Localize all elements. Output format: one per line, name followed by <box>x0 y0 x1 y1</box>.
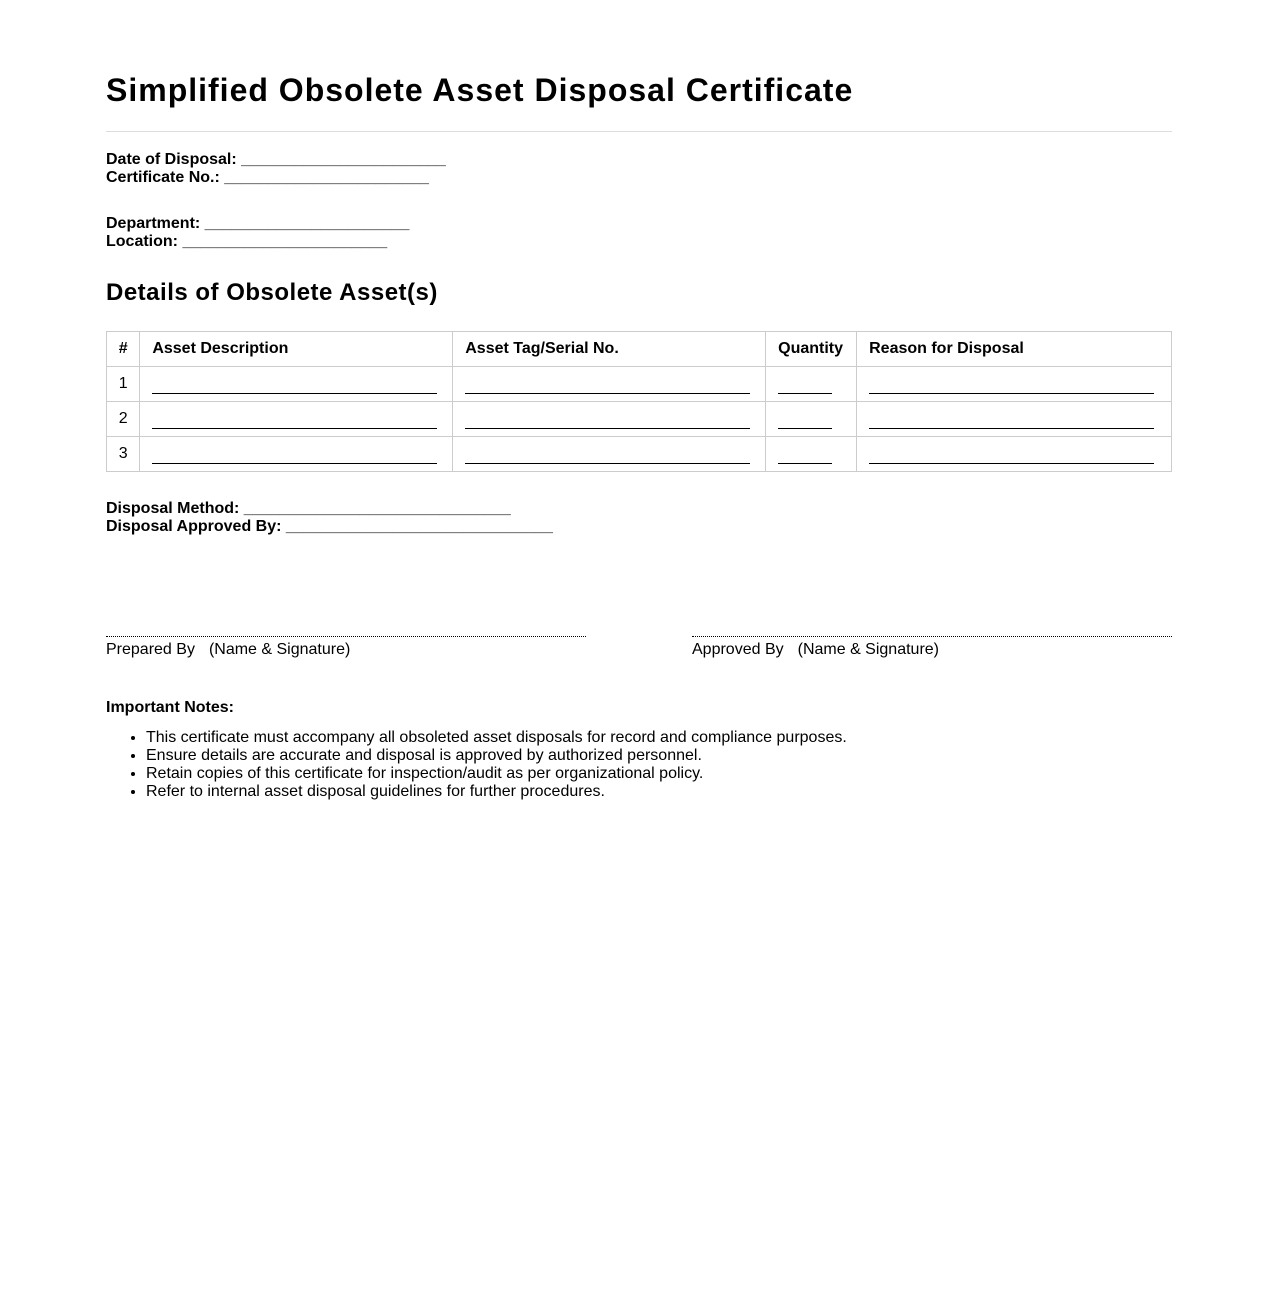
quantity-blank[interactable] <box>778 463 832 464</box>
asset-description-blank[interactable] <box>152 463 437 464</box>
approved-by-label: Approved By <box>692 641 784 658</box>
asset-description-cell[interactable] <box>140 402 453 437</box>
approved-by-signature-block <box>692 636 1172 659</box>
location-field[interactable]: Location: _______________________ <box>106 233 388 250</box>
row-number: 2 <box>107 402 140 437</box>
row-number: 1 <box>107 367 140 402</box>
asset-description-blank[interactable] <box>152 428 437 429</box>
quantity-blank[interactable] <box>778 428 832 429</box>
prepared-by-caption <box>106 641 586 659</box>
asset-description-cell[interactable] <box>140 437 453 472</box>
asset-tag-blank[interactable] <box>465 393 750 394</box>
assets-section-title: Details of Obsolete Asset(s) <box>106 279 438 306</box>
column-header-reason: Reason for Disposal <box>857 332 1172 367</box>
approved-by-signature-line[interactable] <box>692 636 1172 637</box>
asset-tag-blank[interactable] <box>465 463 750 464</box>
asset-tag-cell[interactable] <box>453 367 766 402</box>
table-row <box>107 402 1172 437</box>
quantity-cell[interactable] <box>766 437 857 472</box>
certificate-no-field[interactable]: Certificate No.: _______________________ <box>106 169 429 186</box>
quantity-blank[interactable] <box>778 393 832 394</box>
table-row <box>107 367 1172 402</box>
reason-cell[interactable] <box>857 437 1172 472</box>
list-item: • Ensure details are accurate and disposal is approved by authorized personnel. <box>146 747 847 765</box>
column-header-asset-tag: Asset Tag/Serial No. <box>453 332 766 367</box>
asset-tag-cell[interactable] <box>453 402 766 437</box>
column-header-number: # <box>107 332 140 367</box>
table-header-row <box>107 332 1172 367</box>
list-item: • Refer to internal asset disposal guidelines for further procedures. <box>146 783 847 801</box>
reason-blank[interactable] <box>869 393 1154 394</box>
page-title: Simplified Obsolete Asset Disposal Certificate <box>106 72 854 108</box>
header-fields-bottom <box>106 215 409 251</box>
asset-description-cell[interactable] <box>140 367 453 402</box>
reason-blank[interactable] <box>869 463 1154 464</box>
header-fields-top <box>106 151 446 187</box>
reason-cell[interactable] <box>857 367 1172 402</box>
table-row <box>107 437 1172 472</box>
disposal-approved-by-field[interactable]: Disposal Approved By: ______________________________ <box>106 518 553 535</box>
quantity-cell[interactable] <box>766 367 857 402</box>
disposal-method-field[interactable]: Disposal Method: ______________________________ <box>106 500 511 517</box>
assets-table <box>106 331 1172 472</box>
asset-description-blank[interactable] <box>152 393 437 394</box>
reason-blank[interactable] <box>869 428 1154 429</box>
asset-tag-cell[interactable] <box>453 437 766 472</box>
row-number: 3 <box>107 437 140 472</box>
notes-title: Important Notes: <box>106 699 234 716</box>
reason-cell[interactable] <box>857 402 1172 437</box>
date-of-disposal-field[interactable]: Date of Disposal: _______________________ <box>106 151 446 168</box>
asset-tag-blank[interactable] <box>465 428 750 429</box>
quantity-cell[interactable] <box>766 402 857 437</box>
title-divider <box>106 131 1172 132</box>
notes-list <box>106 729 847 801</box>
list-item: • This certificate must accompany all obsoleted asset disposals for record and compliance purposes. <box>146 729 847 747</box>
prepared-by-signature-block <box>106 636 586 659</box>
prepared-by-hint: (Name & Signature) <box>208 641 351 658</box>
approved-by-caption <box>692 641 1172 659</box>
prepared-by-signature-line[interactable] <box>106 636 586 637</box>
prepared-by-label: Prepared By <box>106 641 195 658</box>
column-header-asset-description: Asset Description <box>140 332 453 367</box>
approved-by-hint: (Name & Signature) <box>797 641 939 658</box>
department-field[interactable]: Department: _______________________ <box>106 215 410 232</box>
column-header-quantity: Quantity <box>766 332 857 367</box>
disposal-fields <box>106 500 553 536</box>
list-item: • Retain copies of this certificate for inspection/audit as per organizational policy. <box>146 765 847 783</box>
